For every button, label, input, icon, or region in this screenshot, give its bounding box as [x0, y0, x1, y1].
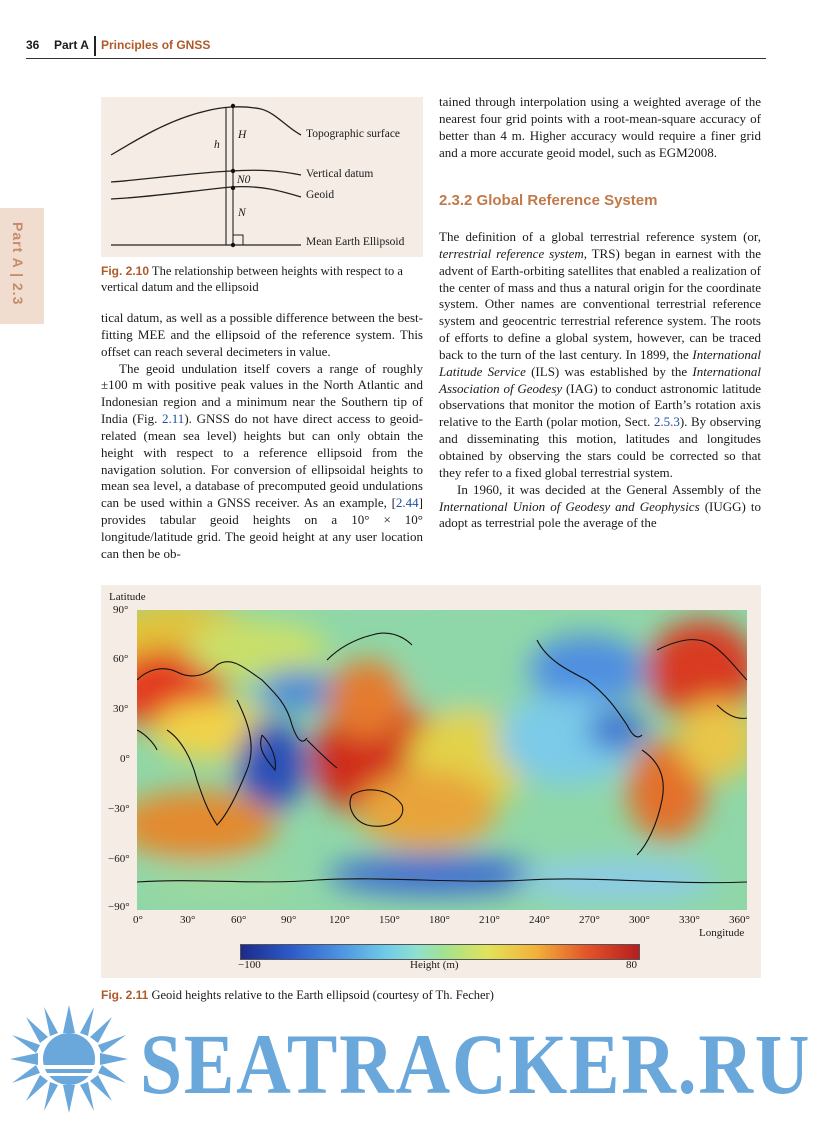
lon-tick-330: 330°: [679, 914, 700, 926]
lon-tick-270: 270°: [579, 914, 600, 926]
lon-tick-360: 360°: [729, 914, 750, 926]
label-N: N: [238, 207, 246, 219]
side-tab: Part A | 2.3: [0, 208, 44, 324]
geoid-height-map: [137, 610, 747, 910]
lat-tick-minus-30: −30°: [108, 803, 130, 815]
colorbar-min: −100: [238, 959, 261, 971]
lon-tick-210: 210°: [479, 914, 500, 926]
right-paragraph-2: In 1960, it was decided at the General Assembly of the International Union of Geodesy and Geophysics (IUGG) to adopt as terrestrial pole the average of the: [439, 481, 761, 531]
label-mean-earth-ellipsoid: Mean Earth Ellipsoid: [306, 236, 405, 248]
label-topographic-surface: Topographic surface: [306, 128, 401, 140]
lat-tick-minus-90: −90°: [108, 901, 130, 913]
watermark-text: SEATRACKER.RU: [140, 1016, 812, 1112]
lon-tick-60: 60°: [231, 914, 247, 926]
lat-tick-0: 0°: [120, 753, 130, 765]
sun-logo-icon: [8, 1003, 130, 1115]
lat-tick-60: 60°: [113, 653, 129, 665]
left-paragraph-1: tical datum, as well as a possible difference between the best-fitting MEE and the ellipsoid of the reference system. This offset can reach several decimeters in value.: [101, 310, 423, 359]
left-paragraph-2: The geoid undulation itself covers a range of roughly ±100 m with positive peak values in the North Atlantic and Indonesian region and a minimum near the Southern tip of India (Fig. 2.11). GNSS do not have direct access to geoid-related (mean sea level) heights but can only obtain the height with respect to a reference ellipsoid from the navigation solution. For conversion of ellipsoidal heights to mean sea level, a database of precomputed geoid undulations can be used within a GNSS receiver. As an example, [2.44] provides tabular geoid heights on a 10° × 10° longitude/latitude grid. The geoid height at any user location can then be ob-: [101, 360, 423, 561]
lon-tick-180: 180°: [429, 914, 450, 926]
colorbar-label: Height (m): [410, 959, 459, 971]
longitude-title: Longitude: [699, 927, 745, 939]
right-column: [439, 229, 761, 532]
lon-tick-30: 30°: [180, 914, 196, 926]
geoid-map-svg: [137, 610, 747, 910]
figure-2-10: [101, 97, 423, 257]
lon-tick-150: 150°: [379, 914, 400, 926]
label-N0: N0: [237, 174, 251, 186]
label-H: H: [238, 129, 247, 141]
chapter-title: Principles of GNSS: [101, 38, 211, 52]
right-column-top: [439, 94, 761, 161]
label-vertical-datum: Vertical datum: [306, 168, 374, 180]
lon-tick-90: 90°: [281, 914, 297, 926]
figure-2-10-caption: Fig. 2.10 The relationship between heights with respect to a vertical datum and the ellipsoid: [101, 264, 403, 294]
lon-tick-300: 300°: [629, 914, 650, 926]
label-geoid: Geoid: [306, 189, 335, 201]
latitude-title: Latitude: [109, 591, 146, 603]
header-rule: [26, 58, 766, 59]
section-ref-2-5-3[interactable]: 2.5.3: [653, 414, 680, 430]
colorbar-max: 80: [626, 959, 637, 971]
lat-tick-90: 90°: [113, 604, 129, 616]
figure-2-11-caption: Fig. 2.11 Geoid heights relative to the Earth ellipsoid (courtesy of Th. Fecher): [101, 988, 494, 1002]
lat-tick-minus-60: −60°: [108, 853, 130, 865]
header-separator: [94, 36, 96, 56]
citation-2-44[interactable]: 2.44: [395, 495, 419, 511]
height-colorbar: [240, 944, 640, 960]
part-label: Part A: [54, 38, 89, 52]
figure-ref-2-11[interactable]: 2.11: [162, 411, 185, 427]
right-paragraph-1: The definition of a global terrestrial reference system (or, terrestrial reference system, TRS) began in earnest with the advent of Earth-orbiting satellites that enabled a realization of the center of mass and thus a natural origin for the coordinate system. Other names are conventional terrestrial reference system and geocentric terrestrial reference system. The roots of efforts to define a global system, however, can be traced back to the turn of the last century. In 1899, the International Latitude Service (ILS) was established by the International Association of Geodesy (IAG) to conduct astronomic latitude observations that monitor the motion of Earth’s rotation axis relative to the Earth (polar motion, Sect. 2.5.3). By observing and disseminating this motion, latitudes and longitudes obtained by observing the stars could be corrected so that they refer to a fixed global terrestrial system.: [439, 229, 761, 480]
lat-tick-30: 30°: [113, 703, 129, 715]
lon-tick-240: 240°: [529, 914, 550, 926]
lon-tick-0: 0°: [133, 914, 143, 926]
height-diagram: [101, 97, 423, 257]
right-paragraph-0: tained through interpolation using a weighted average of the nearest four grid points with a root-mean-square accuracy of better than 4 m. Higher accuracy would require a finer grid and a more accurate geoid model, such as EGM2008.: [439, 94, 761, 160]
page-number: 36: [26, 38, 40, 52]
label-h: h: [214, 139, 220, 151]
lon-tick-120: 120°: [329, 914, 350, 926]
left-column: [101, 310, 423, 563]
section-heading: 2.3.2 Global Reference System: [439, 192, 658, 209]
